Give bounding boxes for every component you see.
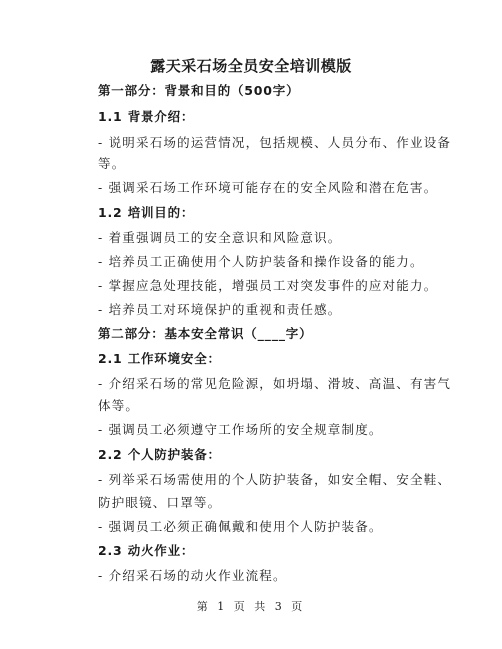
paragraph-line: - 强调采石场工作环境可能存在的安全风险和潜在危害。: [98, 180, 438, 195]
section-heading: 第二部分：基本安全常识（____字）: [98, 326, 313, 341]
subsection-heading: 2.2 个人防护装备：: [98, 447, 221, 462]
section-heading: 第一部分：背景和目的（500字）: [98, 83, 300, 98]
paragraph-line: - 说明采石场的运营情况，包括规模、人员分布、作业设备: [98, 135, 452, 150]
paragraph-line: - 着重强调员工的安全意识和风险意识。: [98, 230, 342, 245]
subsection-heading: 2.1 工作环境安全：: [98, 351, 221, 366]
paragraph-line: - 培养员工正确使用个人防护装备和操作设备的能力。: [98, 254, 424, 269]
paragraph-line: - 强调员工必须正确佩戴和使用个人防护装备。: [98, 519, 383, 534]
paragraph-line: 等。: [98, 156, 126, 171]
paragraph-line: - 掌握应急处理技能，增强员工对突发事件的应对能力。: [98, 278, 438, 293]
paragraph-line: - 介绍采石场的动火作业流程。: [98, 568, 287, 583]
subsection-heading: 2.3 动火作业：: [98, 543, 195, 558]
paragraph-line: - 介绍采石场的常见危险源，如坍塌、滑坡、高温、有害气: [98, 376, 452, 391]
document-title: 露天采石场全员安全培训模版: [150, 57, 352, 75]
paragraph-line: 体等。: [98, 398, 140, 413]
paragraph-line: - 培养员工对环境保护的重视和责任感。: [98, 302, 342, 317]
paragraph-line: 防护眼镜、口罩等。: [98, 495, 222, 510]
subsection-heading: 1.1 背景介绍：: [98, 109, 195, 124]
paragraph-line: - 强调员工必须遵守工作场所的安全规章制度。: [98, 422, 383, 437]
paragraph-line: - 列举采石场需使用的个人防护装备，如安全帽、安全鞋、: [98, 472, 452, 487]
page-number-footer: 第 1 页 共 3 页: [196, 600, 306, 613]
subsection-heading: 1.2 培训目的：: [98, 205, 195, 220]
